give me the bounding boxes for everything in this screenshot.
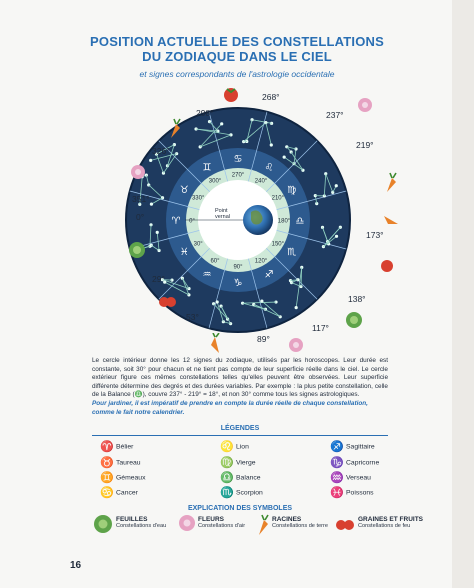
zodiac-sign-icon: ♍ <box>287 185 297 196</box>
zodiac-sign-icon: ♐ <box>264 269 274 281</box>
symbol-seeds-fruits <box>358 516 423 529</box>
page-number: 16 <box>70 560 82 571</box>
inner-degree-label: 30° <box>193 241 203 248</box>
legend-item-label: Bélier <box>116 443 134 451</box>
zodiac-sign-icon: ♋ <box>100 487 114 499</box>
page-title-line1: POSITION ACTUELLE DES CONSTELLATIONS <box>90 34 384 49</box>
legend-item <box>220 471 261 484</box>
zodiac-sign-icon: ♏ <box>220 487 234 499</box>
carrot-icon <box>168 118 184 140</box>
legend-item <box>100 471 145 484</box>
legend-title: LÉGENDES <box>220 425 260 432</box>
symbol-flowers-label: FLEURS <box>198 516 224 523</box>
inner-degree-label: 300° <box>208 178 222 185</box>
carrot-icon <box>384 172 400 194</box>
legend-item <box>330 471 371 484</box>
inner-degree-label: 240° <box>254 178 268 185</box>
tomato-icon <box>220 84 242 104</box>
cabbage-icon <box>343 310 365 330</box>
legend-item <box>220 456 256 469</box>
inner-degree-label: 270° <box>231 172 245 179</box>
flower-icon <box>355 95 375 115</box>
legend-item-label: Verseau <box>346 474 371 482</box>
outer-degree-237: 237° <box>326 110 344 120</box>
zodiac-sign-icon: ♎ <box>295 216 305 227</box>
star <box>181 277 184 280</box>
star <box>156 231 159 234</box>
flower-icon <box>128 162 148 182</box>
symbol-roots-label: RACINES <box>272 516 302 523</box>
zodiac-sign-icon: ♏ <box>287 247 297 258</box>
legend-item <box>330 486 374 499</box>
zodiac-sign-icon: ♒ <box>202 269 212 281</box>
zodiac-sign-icon: ♑ <box>330 457 344 469</box>
zodiac-sign-icon: ♓ <box>330 487 344 499</box>
carrot-icon <box>207 333 223 355</box>
legend-item <box>330 440 375 453</box>
star <box>220 122 223 125</box>
legend-item-label: Gémeaux <box>116 474 146 482</box>
star <box>229 133 232 136</box>
zodiac-sign-icon: ♍ <box>220 457 234 469</box>
symbol-seeds-fruits-sub: Constellations de feu <box>358 523 411 529</box>
legend-item <box>100 486 138 499</box>
zodiac-sign-icon: ♌ <box>264 162 274 174</box>
inner-degree-label: 120° <box>254 258 268 265</box>
carrot-icon <box>256 514 272 536</box>
zodiac-sign-icon: ♒ <box>330 472 344 484</box>
legend-item-label: Vierge <box>236 459 256 467</box>
flower-icon <box>177 513 197 535</box>
zodiac-sign-icon: ♊ <box>202 162 212 174</box>
outer-degree-173: 173° <box>366 230 384 240</box>
zodiac-wheel <box>123 92 353 352</box>
star <box>260 299 263 302</box>
legend-item <box>100 440 133 453</box>
legend-item <box>330 456 379 469</box>
outer-degree-117: 117° <box>312 323 329 333</box>
inner-degree-label: 60° <box>210 258 220 265</box>
legend-item <box>220 486 263 499</box>
symbol-roots-sub: Constellations de terre <box>272 523 328 529</box>
outer-degree-138: 138° <box>348 294 366 304</box>
zodiac-sign-icon: ♎ <box>220 472 234 484</box>
tomato-icon <box>156 292 178 310</box>
star <box>216 300 219 303</box>
zodiac-sign-icon: ♐ <box>330 441 344 453</box>
legend-item-label: Scorpion <box>236 489 263 497</box>
inner-degree-label: 180° <box>277 218 291 225</box>
page-title-line2: DU ZODIAQUE DANS LE CIEL <box>142 49 332 64</box>
tomato-icon <box>334 514 356 534</box>
star <box>335 184 338 187</box>
legend-item-label: Balance <box>236 474 261 482</box>
outer-degree-53: 53° <box>186 312 199 322</box>
inner-degree-label: 0° <box>189 218 195 225</box>
legend-item-label: Taureau <box>116 459 141 467</box>
symbol-seeds-fruits-label: GRAINES ET FRUITS <box>358 516 424 523</box>
zodiac-sign-icon: ♊ <box>100 472 114 484</box>
zodiac-sign-icon: ♓ <box>179 247 189 258</box>
star <box>149 159 152 162</box>
star <box>219 305 222 308</box>
legend-item-label: Capricorne <box>346 459 380 467</box>
inner-degree-label: 150° <box>271 241 285 248</box>
tomato-icon <box>376 256 398 274</box>
star <box>150 202 153 205</box>
inner-degree-label: 210° <box>271 195 285 202</box>
star <box>331 191 334 194</box>
legend-item <box>220 440 249 453</box>
outer-degree-89: 89° <box>257 334 270 344</box>
page-subtitle: et signes correspondants de l'astrologie occidentale <box>139 69 335 79</box>
vernal-point-label-1: Point <box>215 208 228 214</box>
star <box>295 306 298 309</box>
flower-icon <box>286 335 306 355</box>
cabbage-icon <box>126 240 148 260</box>
legend-item-label: Lion <box>236 443 249 451</box>
vernal-point-label-2: vernal <box>215 214 230 220</box>
carrot-icon <box>380 210 400 230</box>
symbol-leaves <box>116 516 166 529</box>
inner-degree-label: 330° <box>191 195 205 202</box>
zodiac-sign-icon: ♈ <box>171 216 181 227</box>
zodiac-sign-icon: ♉ <box>179 185 189 196</box>
symbol-flowers-sub: Constellations d'air <box>198 523 246 529</box>
body-emphasis: Pour jardiner, il est impératif de prendre en compte la durée réelle de chaque constellation, comme le fait notre calendrier. <box>92 400 368 416</box>
legend-rule <box>92 435 388 436</box>
zodiac-sign-icon: ♌ <box>220 441 234 453</box>
inner-degree-label: 90° <box>233 264 243 271</box>
outer-degree-298: 298° <box>196 108 214 118</box>
zodiac-sign-icon: ♈ <box>100 441 114 453</box>
legend-item-label: Cancer <box>116 489 138 497</box>
symbol-roots <box>272 516 328 529</box>
star <box>270 143 273 146</box>
outer-degree-268: 268° <box>262 92 280 102</box>
body-paragraph: Le cercle intérieur donne les 12 signes du zodiaque, utilisés par les horoscopes. Leur durée est constante, soit 30° pour chacun et ne tient pas compte de leur superficie réelle dans le ciel. Le cercle extérieur figure ces mêmes constellations telles qu'elles peuvent être observées. Leur superficie différente détermine des degrés et des durées variables. Par exemple : la plus petite constellation, celle de la Balance (♎), couvre 237° - 219° = 18°, et non 30° comme tous les signes astrologiques. <box>92 357 388 399</box>
star <box>335 235 338 238</box>
outer-degree-0: 0° <box>136 212 145 222</box>
symbol-flowers <box>198 516 245 529</box>
zodiac-sign-icon: ♑ <box>233 278 243 289</box>
symbol-leaves-sub: Constellations d'eau <box>116 523 167 529</box>
legend-item <box>100 456 141 469</box>
star <box>283 156 286 159</box>
outer-degree-351: 351° <box>132 194 150 204</box>
outer-degree-219: 219° <box>356 140 374 150</box>
outer-degree-326: 326° <box>152 146 170 156</box>
zodiac-sign-icon: ♉ <box>100 457 114 469</box>
legend-item-label: Poissons <box>346 489 374 497</box>
symbols-title: EXPLICATION DES SYMBOLES <box>187 505 293 512</box>
legend-item-label: Sagittaire <box>346 443 375 451</box>
cabbage-icon <box>92 513 114 535</box>
outer-degree-29: 29° <box>152 274 165 284</box>
star <box>290 281 293 284</box>
symbol-leaves-label: FEUILLES <box>116 516 148 523</box>
star <box>161 196 164 199</box>
zodiac-sign-icon: ♋ <box>233 154 243 165</box>
